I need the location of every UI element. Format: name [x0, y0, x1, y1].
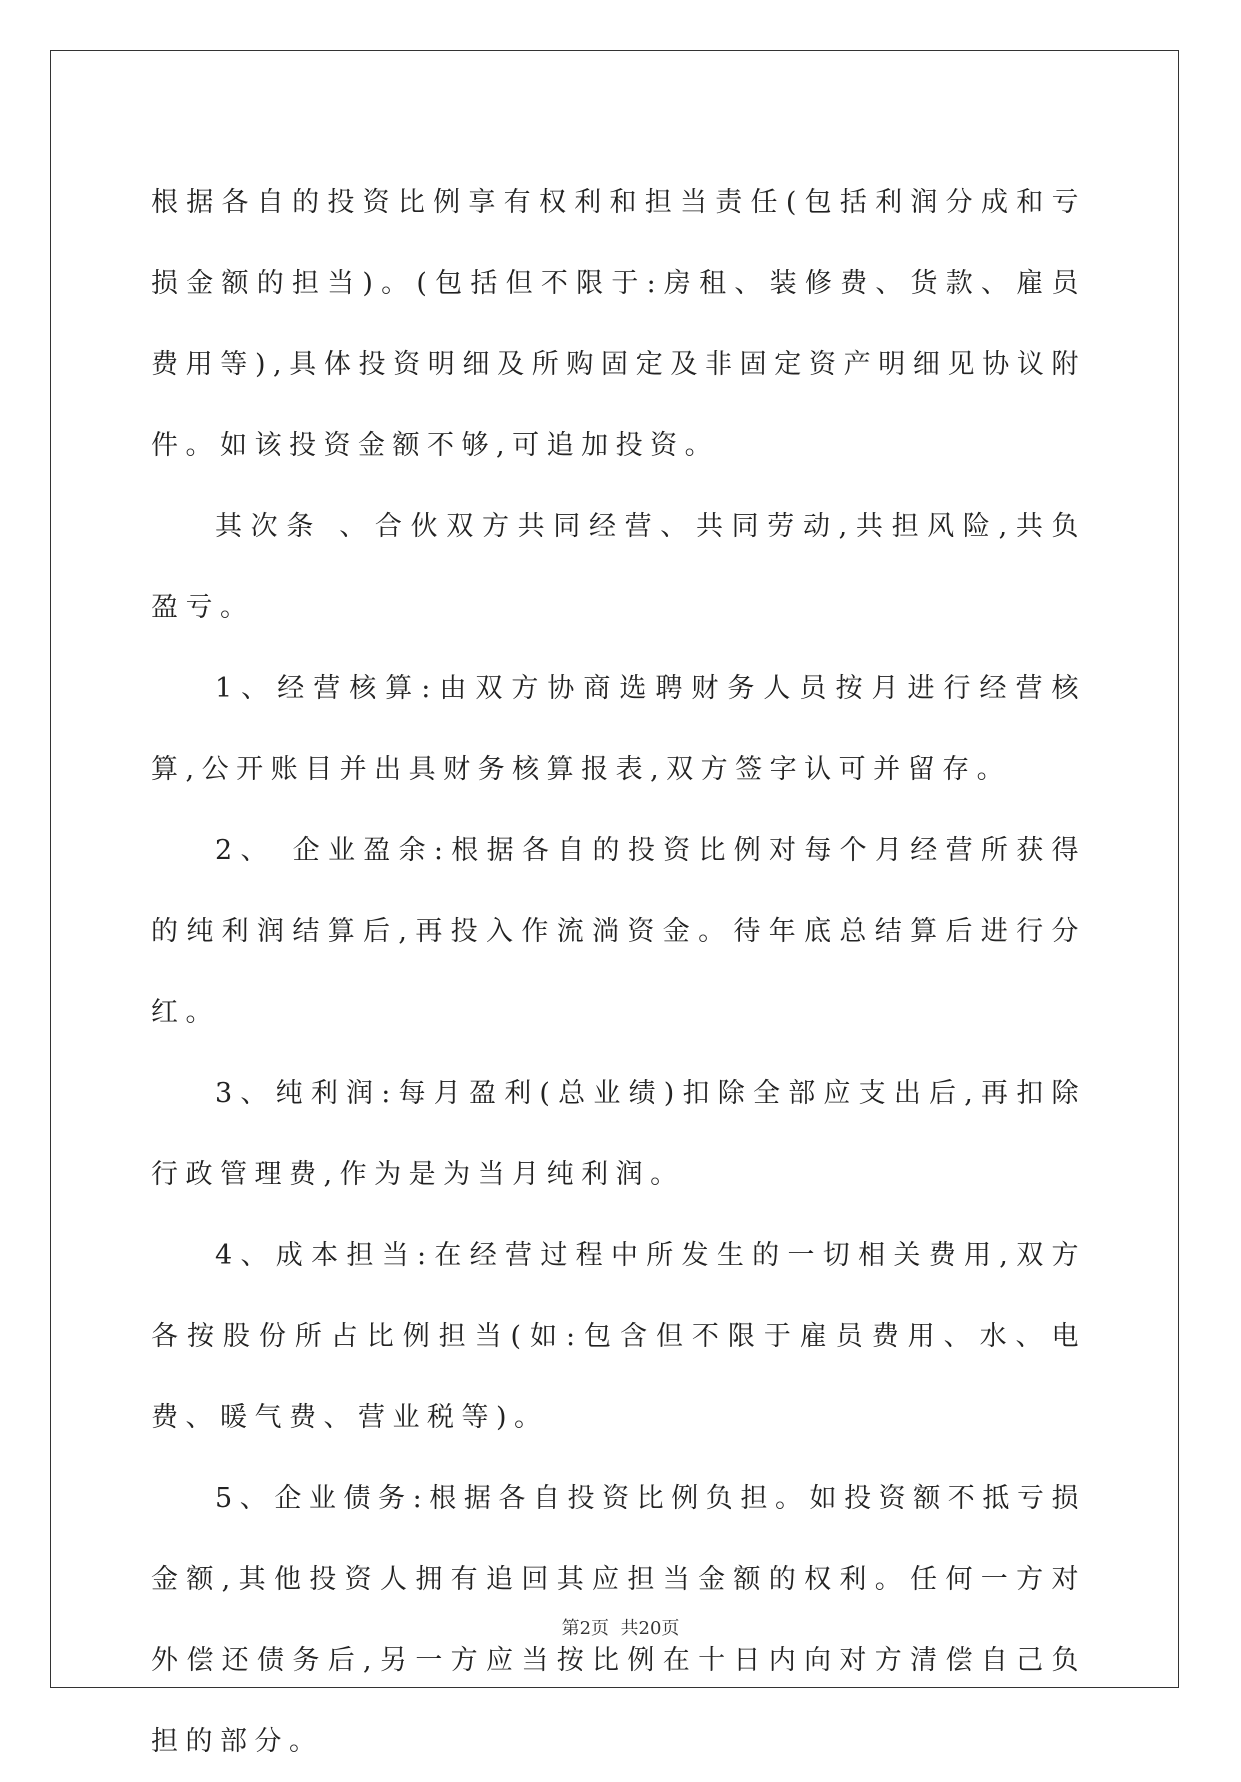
paragraph-item-1-accounting: 1、经营核算:由双方协商选聘财务人员按月进行经营核算,公开账目并出具财务核算报表,双方签字认可并留存。 [151, 673, 1086, 785]
paragraph-article-2: 其次条 、合伙双方共同经营、共同劳动,共担风险,共负盈亏。 [151, 511, 1086, 623]
document-body [151, 162, 1086, 1782]
paragraph-investment-terms: 根据各自的投资比例享有权利和担当责任(包括利润分成和亏损金额的担当)。(包括但不限于:房租、装修费、货款、雇员费用等),具体投资明细及所购固定及非固定资产明细见协议附件。如该投资金额不够,可追加投资。 [151, 187, 1086, 461]
paragraph-item-5-debts: 5、企业债务:根据各自投资比例负担。如投资额不抵亏损金额,其他投资人拥有追回其应担当金额的权利。任何一方对外偿还债务后,另一方应当按比例在十日内向对方清偿自己负担的部分。 [151, 1483, 1086, 1757]
page-number-footer: 第2页 共20页 [561, 1618, 680, 1639]
paragraph-item-3-net-profit: 3、纯利润:每月盈利(总业绩)扣除全部应支出后,再扣除行政管理费,作为是为当月纯利润。 [151, 1078, 1086, 1190]
paragraph-item-2-surplus: 2、 企业盈余:根据各自的投资比例对每个月经营所获得的纯利润结算后,再投入作流淌资金。待年底总结算后进行分红。 [151, 835, 1086, 1028]
paragraph-item-4-costs: 4、成本担当:在经营过程中所发生的一切相关费用,双方各按股份所占比例担当(如:包含但不限于雇员费用、水、电费、暖气费、营业税等)。 [151, 1240, 1086, 1433]
